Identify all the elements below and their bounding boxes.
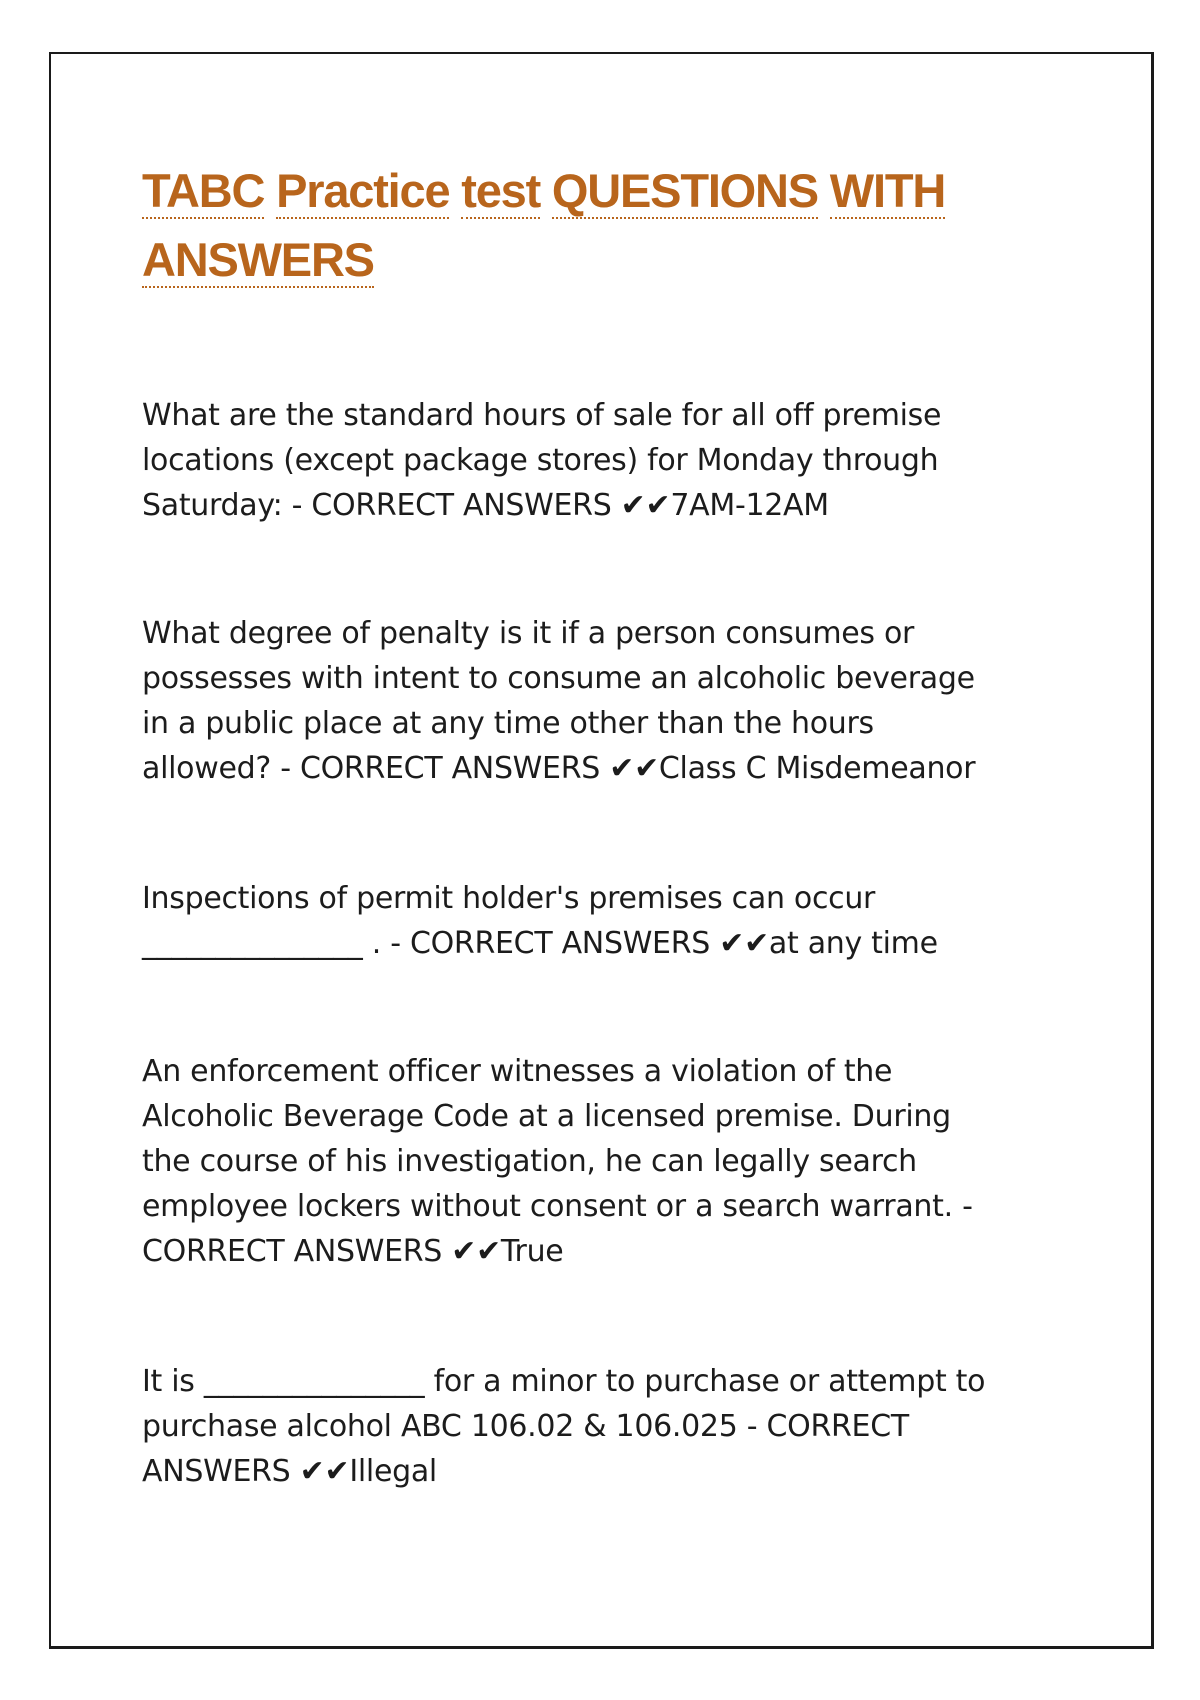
text-line: Alcoholic Beverage Code at a licensed premise. During [142, 1099, 951, 1134]
text-line: the course of his investigation, he can legally search [142, 1144, 917, 1179]
title-word: ANSWERS [142, 233, 374, 286]
text-line: possesses with intent to consume an alcoholic beverage [142, 661, 975, 696]
text-line: locations (except package stores) for Monday through [142, 443, 939, 478]
question-1 [142, 393, 1102, 528]
text-line: _______________ . - CORRECT ANSWERS ✔✔at any time [142, 926, 938, 961]
text-line: employee lockers without consent or a search warrant. - [142, 1189, 973, 1224]
text-line: What are the standard hours of sale for all off premise [142, 398, 942, 433]
question-4 [142, 1049, 1102, 1274]
text-line: purchase alcohol ABC 106.02 & 106.025 - CORRECT [142, 1409, 909, 1444]
title-word: Practice [276, 164, 450, 217]
title-word: test [461, 164, 541, 217]
text-line: It is _______________ for a minor to purchase or attempt to [142, 1364, 986, 1399]
text-line: Saturday: - CORRECT ANSWERS ✔✔7AM-12AM [142, 488, 829, 523]
question-3 [142, 876, 1102, 966]
text-line: allowed? - CORRECT ANSWERS ✔✔Class C Misdemeanor [142, 751, 976, 786]
document-page [49, 52, 1154, 1649]
text-line: Inspections of permit holder's premises can occur [142, 881, 876, 916]
text-line: ANSWERS ✔✔Illegal [142, 1454, 437, 1489]
question-5 [142, 1359, 1102, 1494]
text-line: in a public place at any time other than the hours [142, 706, 874, 741]
text-line: An enforcement officer witnesses a violation of the [142, 1054, 893, 1089]
text-line: What degree of penalty is it if a person consumes or [142, 616, 915, 651]
question-2 [142, 611, 1102, 791]
text-line: CORRECT ANSWERS ✔✔True [142, 1234, 564, 1269]
title-word: WITH [829, 164, 946, 217]
title-word: TABC [142, 164, 265, 217]
title-word: QUESTIONS [551, 164, 818, 217]
document-title [142, 156, 1042, 294]
